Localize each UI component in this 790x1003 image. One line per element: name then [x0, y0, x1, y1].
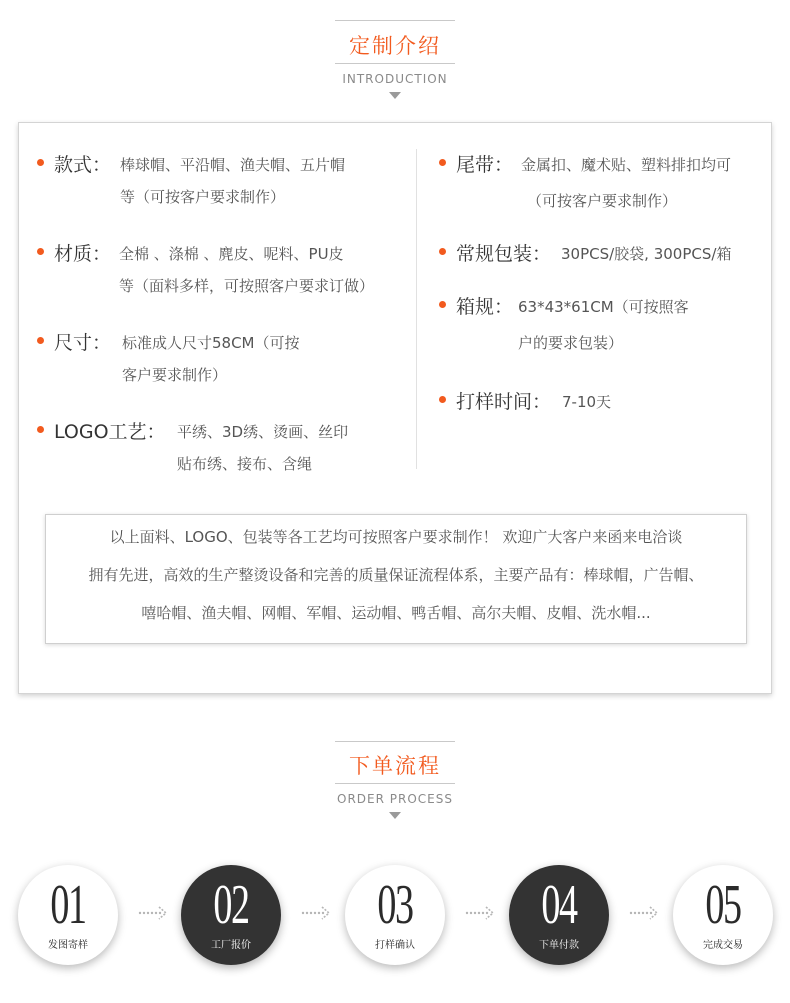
intro-title: 定制介绍 — [349, 34, 441, 58]
spec-value-line1: 金属扣、魔术贴、塑料排扣均可 — [521, 156, 732, 174]
step-number: 03 — [377, 874, 413, 936]
dotted-chevron-icon — [301, 905, 331, 921]
header-top-rule — [335, 20, 455, 21]
spec-value-line2: 贴布绣、接布、含绳 — [177, 455, 313, 473]
process-step-4 — [509, 865, 609, 965]
process-subtitle: ORDER PROCESS — [337, 792, 453, 806]
step-caption: 发图寄样 — [48, 940, 88, 951]
process-step-1 — [18, 865, 118, 965]
process-step-2 — [181, 865, 281, 965]
step-caption: 工厂报价 — [211, 940, 251, 951]
orange-dot-icon — [37, 337, 44, 344]
triangle-down-icon — [389, 92, 401, 99]
orange-dot-icon — [439, 248, 446, 255]
orange-dot-icon — [37, 426, 44, 433]
header-bottom-rule — [335, 63, 455, 64]
spec-value-line1: 30PCS/胶袋, 300PCS/箱 — [561, 245, 732, 263]
step-caption: 下单付款 — [539, 940, 579, 951]
dotted-chevron-icon — [629, 905, 659, 921]
step-number: 02 — [213, 874, 249, 936]
dotted-chevron-icon — [465, 905, 495, 921]
process-step-5 — [673, 865, 773, 965]
spec-value-line2: 等（面料多样，可按照客户要求订做） — [119, 277, 375, 295]
orange-dot-icon — [439, 396, 446, 403]
spec-value-line2: 户的要求包装） — [518, 334, 624, 352]
step-caption: 完成交易 — [703, 940, 743, 951]
spec-label: LOGO工艺： — [54, 421, 166, 443]
note-line-2: 拥有先进，高效的生产整烫设备和完善的质量保证流程体系，主要产品有：棒球帽，广告帽、 — [88, 566, 704, 584]
note-line-1: 以上面料、LOGO、包装等各工艺均可按照客户要求制作！ 欢迎广大客户来函来电洽谈 — [109, 528, 683, 546]
step-number: 01 — [50, 874, 86, 936]
column-divider — [416, 149, 417, 469]
triangle-down-icon — [389, 812, 401, 819]
process-title: 下单流程 — [349, 754, 441, 778]
spec-value-line2: （可按客户要求制作） — [527, 192, 678, 210]
process-step-3 — [345, 865, 445, 965]
spec-value-line1: 7-10天 — [562, 393, 612, 411]
step-caption: 打样确认 — [375, 940, 415, 951]
orange-dot-icon — [439, 159, 446, 166]
spec-value-line1: 63*43*61CM（可按照客 — [518, 298, 689, 316]
spec-value-line1: 标准成人尺寸58CM（可按 — [122, 334, 300, 352]
header-top-rule — [335, 741, 455, 742]
spec-value-line1: 棒球帽、平沿帽、渔夫帽、五片帽 — [120, 156, 346, 174]
orange-dot-icon — [37, 159, 44, 166]
spec-label: 打样时间： — [456, 391, 552, 413]
intro-subtitle: INTRODUCTION — [342, 72, 448, 86]
spec-label: 尺寸： — [54, 332, 112, 354]
step-number: 04 — [541, 874, 577, 936]
header-bottom-rule — [335, 783, 455, 784]
spec-value-line1: 平绣、3D绣、烫画、丝印 — [177, 423, 349, 441]
spec-label: 箱规： — [456, 296, 514, 318]
note-line-3: 嘻哈帽、渔夫帽、网帽、军帽、运动帽、鸭舌帽、高尔夫帽、皮帽、洗水帽... — [141, 604, 651, 622]
spec-value-line1: 全棉 、涤棉 、麂皮、呢料、PU皮 — [119, 245, 344, 263]
orange-dot-icon — [439, 301, 446, 308]
custom-note-box — [45, 514, 747, 644]
step-number: 05 — [705, 874, 741, 936]
spec-value-line2: 等（可按客户要求制作） — [120, 188, 286, 206]
intro-card — [18, 122, 772, 694]
spec-label: 常规包装： — [456, 243, 552, 265]
spec-label: 尾带： — [456, 154, 514, 176]
dotted-chevron-icon — [138, 905, 168, 921]
spec-value-line2: 客户要求制作） — [122, 366, 228, 384]
orange-dot-icon — [37, 248, 44, 255]
spec-label: 材质： — [54, 243, 112, 265]
spec-label: 款式： — [54, 154, 112, 176]
